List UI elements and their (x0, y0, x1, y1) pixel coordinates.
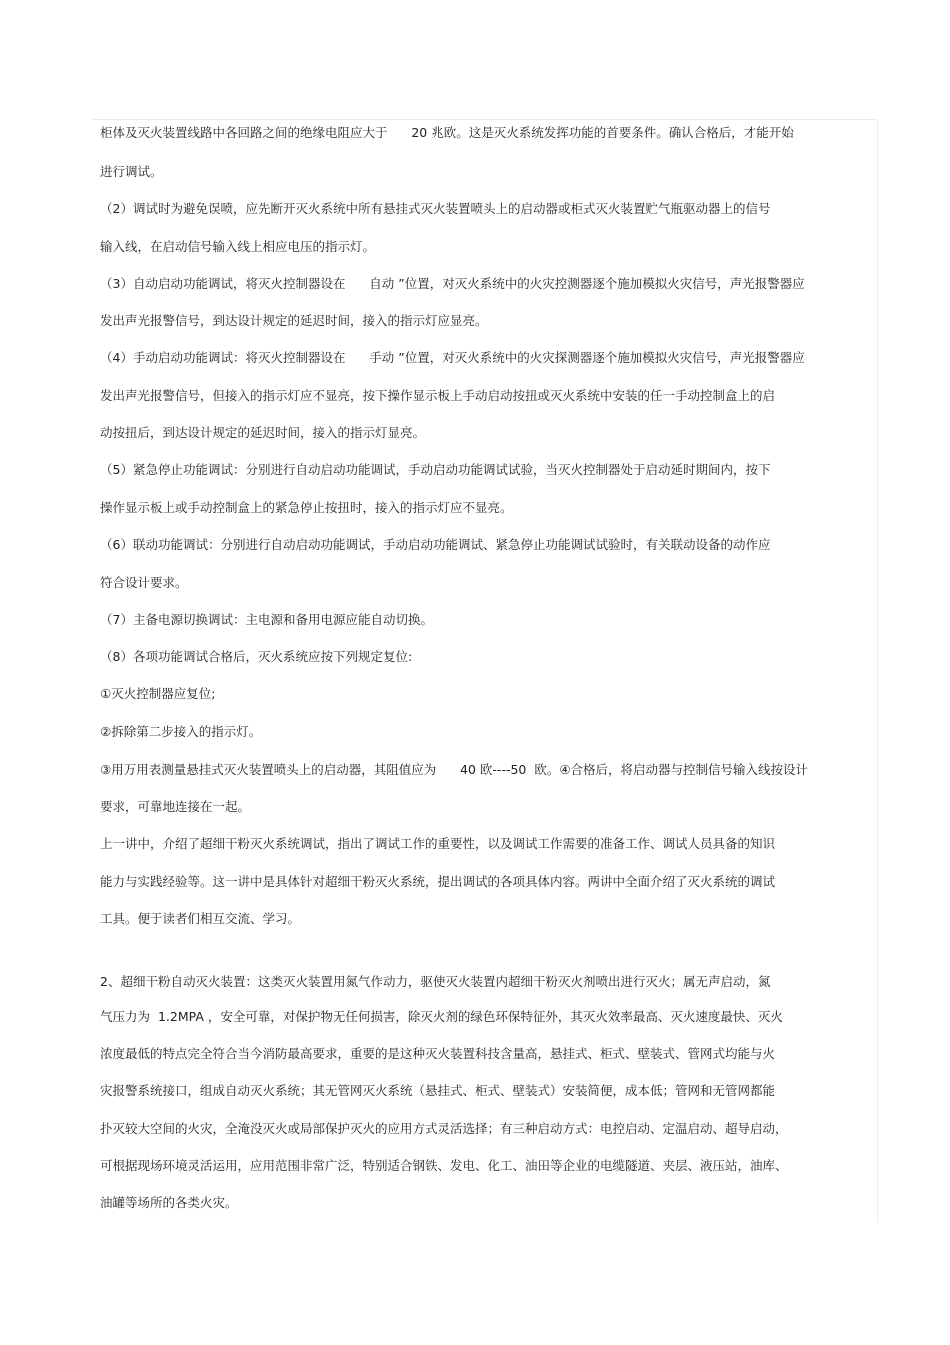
text-line: （6）联动功能调试：分别进行自动启动功能调试，手动启动功能调试、紧急停止功能调试试验时，有关联动设备的动作应 (100, 537, 771, 552)
text-line: 要求，可靠地连接在一起。 (100, 799, 251, 814)
text-line: 发出声光报警信号，但接入的指示灯应不显亮，按下操作显示板上手动启动按扭或灭火系统中安装的任一手动控制盒上的启 (100, 388, 776, 403)
text-line: （5）紧急停止功能调试：分别进行自动启动功能调试，手动启动功能调试试验，当灭火控制器处于启动延时期间内，按下 (100, 462, 771, 477)
text-line: 上一讲中，介绍了超细干粉灭火系统调试，指出了调试工作的重要性，以及调试工作需要的准备工作、调试人员具备的知识 (100, 836, 776, 851)
text-line: （2）调试时为避免误喷，应先断开灭火系统中所有悬挂式灭火装置喷头上的启动器或柜式灭火装置贮气瓶驱动器上的信号 (100, 201, 771, 216)
text-line: 动按扭后，到达设计规定的延迟时间，接入的指示灯显亮。 (100, 425, 426, 440)
text-line: 进行调试。 (100, 164, 163, 179)
text-line: 柜体及灭火装置线路中各回路之间的绝缘电阻应大于 20 兆欧。这是灭火系统发挥功能的首要条件。确认合格后，才能开始 (100, 125, 794, 140)
text-line: 扑灭较大空间的火灾，全淹没灭火或局部保护灭火的应用方式灵活选择；有三种启动方式：电控启动、定温启动、超导启动， (100, 1121, 788, 1136)
text-line: ①灭火控制器应复位; (100, 686, 216, 701)
text-line: 气压力为 1.2MPA ，安全可靠，对保护物无任何损害，除灭火剂的绿色环保特征外，其灭火效率最高、灭火速度最快、灭火 (100, 1009, 783, 1024)
text-line: 能力与实践经验等。这一讲中是具体针对超细干粉灭火系统，提出调试的各项具体内容。两讲中全面介绍了灭火系统的调试 (100, 874, 776, 889)
text-line: 操作显示板上或手动控制盒上的紧急停止按扭时，接入的指示灯应不显亮。 (100, 500, 513, 515)
text-line: 可根据现场环境灵活运用，应用范围非常广泛，特别适合钢铁、发电、化工、油田等企业的电缆隧道、夹层、液压站，油库、 (100, 1158, 788, 1173)
page-border-right (877, 119, 878, 1222)
page-border-top (92, 119, 878, 120)
text-line: 灾报警系统接口，组成自动灭火系统；其无管网灭火系统（悬挂式、柜式、壁装式）安装简便，成本低；管网和无管网都能 (100, 1083, 776, 1098)
text-line: 浓度最低的特点完全符合当今消防最高要求，重要的是这种灭火装置科技含量高，悬挂式、柜式、壁装式、管网式均能与火 (100, 1046, 776, 1061)
text-line: （7）主备电源切换调试：主电源和备用电源应能自动切换。 (100, 612, 433, 627)
text-line: 2、超细干粉自动灭火装置：这类灭火装置用氮气作动力，驱使灭火装置内超细干粉灭火剂喷出进行灭火；属无声启动，氮 (100, 974, 771, 989)
text-line: ②拆除第二步接入的指示灯。 (100, 724, 262, 739)
text-line: （4）手动启动功能调试：将灭火控制器设在 手动 ”位置，对灭火系统中的火灾探测器逐个施加模拟火灾信号，声光报警器应 (100, 350, 805, 365)
text-line: 输入线，在启动信号输入线上相应电压的指示灯。 (100, 239, 376, 254)
text-line: （8）各项功能调试合格后，灭火系统应按下列规定复位: (100, 649, 413, 664)
text-line: ③用万用表测量悬挂式灭火装置喷头上的启动器，其阻值应为 40 欧----50 欧。④合格后，将启动器与控制信号输入线按设计 (100, 762, 809, 777)
text-line: 工具。便于读者们相互交流、学习。 (100, 911, 301, 926)
text-line: （3）自动启动功能调试，将灭火控制器设在 自动 ”位置，对灭火系统中的火灾控测器逐个施加模拟火灾信号，声光报警器应 (100, 276, 805, 291)
text-line: 发出声光报警信号，到达设计规定的延迟时间，接入的指示灯应显亮。 (100, 313, 488, 328)
text-line: 油罐等场所的各类火灾。 (100, 1195, 238, 1210)
text-line: 符合设计要求。 (100, 575, 188, 590)
